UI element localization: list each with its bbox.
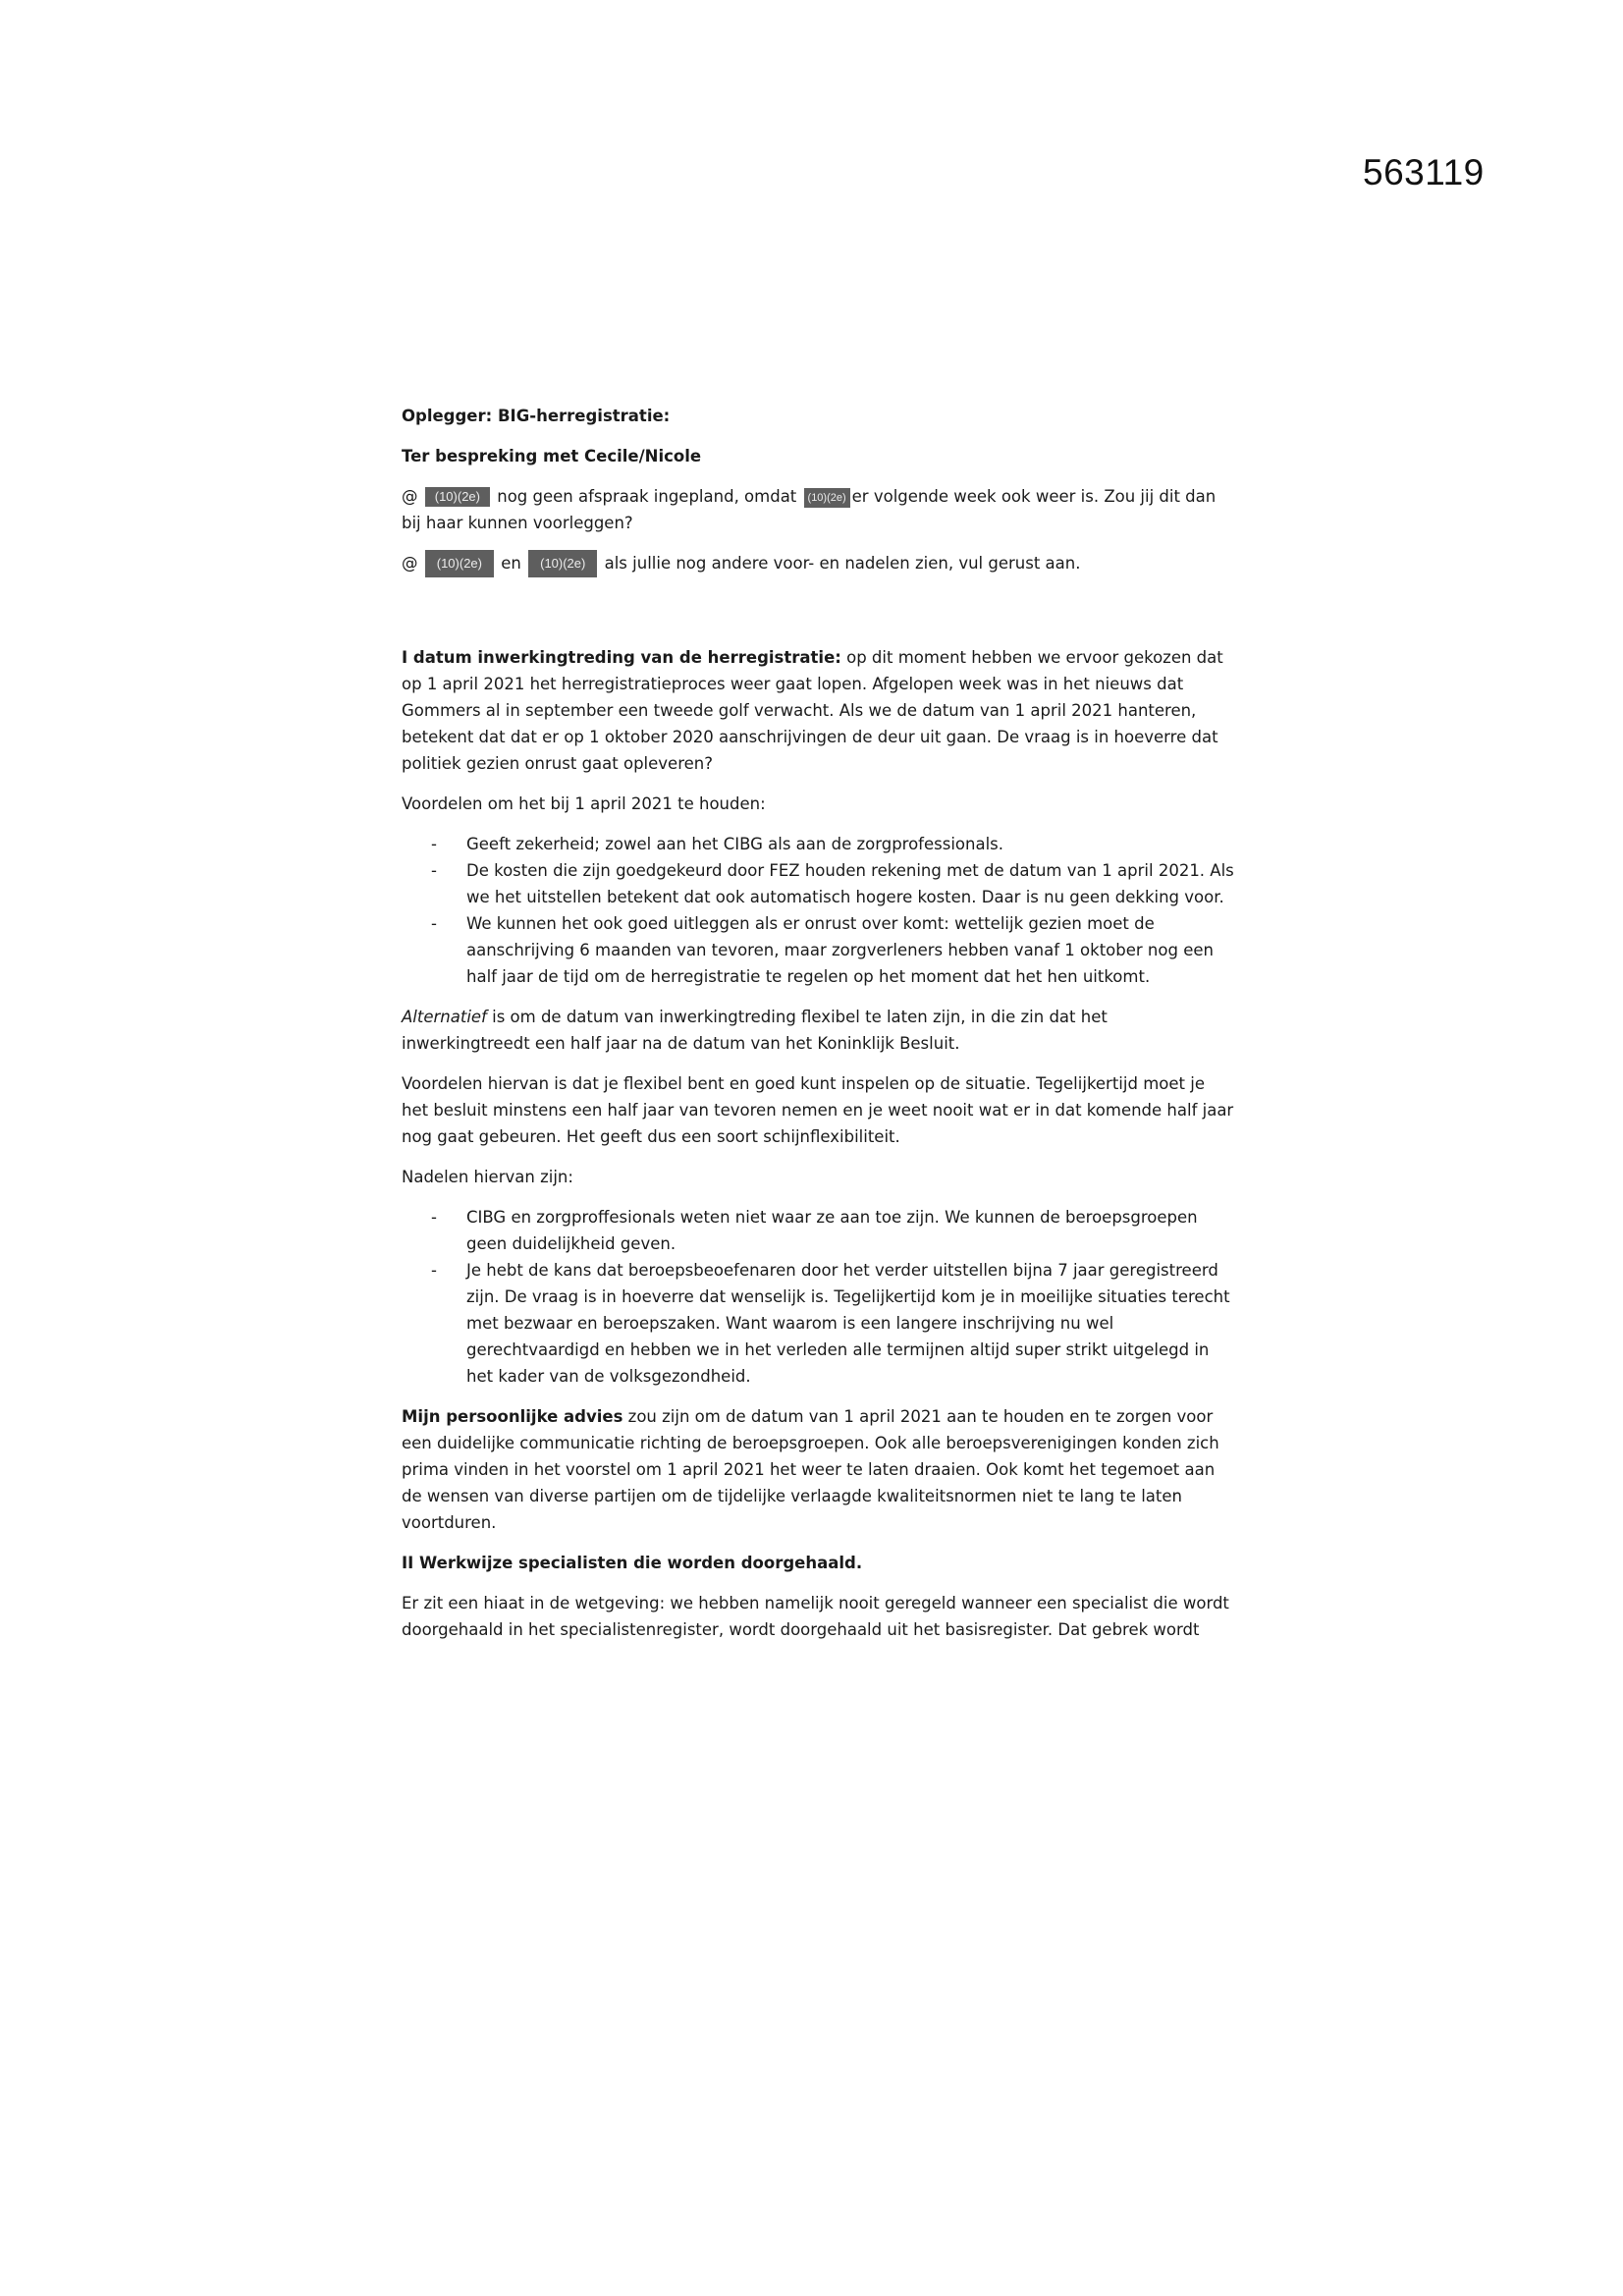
advies-text: zou zijn om de datum van 1 april 2021 aan te houden en te zorgen voor een duidelijke communicatie richting de beroepsgroepen. Ook alle beroepsverenigingen konden zich prima vinden in het voorstel om 1 april 2021 het weer te laten draaien. Ook komt het tegemoet aan de wensen van diverse partijen om de tijdelijke verlaagde kwaliteitsnormen niet te lang te laten voortduren. bbox=[402, 1407, 1219, 1532]
alternatief-label: Alternatief bbox=[402, 1008, 487, 1026]
document-title: Oplegger: BIG-herregistratie: bbox=[402, 407, 671, 425]
list-item: - We kunnen het ook goed uitleggen als er onrust over komt: wettelijk gezien moet de aanschrijving 6 maanden van tevoren, maar zorgverleners hebben vanaf 1 oktober nog een half jaar de tijd om de herregistratie te regelen op het moment dat het hen uitkomt. bbox=[466, 910, 1236, 990]
alternatief-text: is om de datum van inwerkingtreding flexibel te laten zijn, in die zin dat het inwerkingtreedt een half jaar na de datum van het Koninklijk Besluit. bbox=[402, 1008, 1108, 1053]
mention-text: als jullie nog andere voor- en nadelen zien, vul gerust aan. bbox=[604, 554, 1081, 573]
list-item: - Geeft zekerheid; zowel aan het CIBG als aan de zorgprofessionals. bbox=[466, 831, 1236, 857]
at-sign: @ bbox=[402, 487, 418, 506]
spacer bbox=[402, 591, 1236, 644]
section-1-text: op dit moment hebben we ervoor gekozen dat op 1 april 2021 het herregistratieproces weer gaat lopen. Afgelopen week was in het nieuws dat Gommers al in september een tweede golf verwacht. Als we de datum van 1 april 2021 hanteren, betekent dat dat er op 1 oktober 2020 aanschrijvingen de deur uit gaan. De vraag is in hoeverre dat politiek gezien onrust gaat opleveren? bbox=[402, 648, 1223, 773]
redaction-box: (10)(2e) bbox=[804, 488, 850, 508]
advies-paragraph bbox=[402, 1403, 1236, 1536]
section-2-text: Er zit een hiaat in de wetgeving: we hebben namelijk nooit geregeld wanneer een specialist die wordt doorgehaald in het specialistenregister, wordt doorgehaald uit het basisregister. Dat gebrek wordt bbox=[402, 1594, 1229, 1639]
redaction-box: (10)(2e) bbox=[528, 550, 597, 577]
list-item: - De kosten die zijn goedgekeurd door FEZ houden rekening met de datum van 1 april 2021. Als we het uitstellen betekent dat ook automatisch hogere kosten. Daar is nu geen dekking voor. bbox=[466, 857, 1236, 910]
nadelen-intro: Nadelen hiervan zijn: bbox=[402, 1168, 573, 1186]
section-1-paragraph bbox=[402, 644, 1236, 777]
mention-text: er volgende week ook weer is. Zou jij dit dan bij haar kunnen voorleggen? bbox=[402, 487, 1217, 532]
advies-label: Mijn persoonlijke advies bbox=[402, 1407, 623, 1426]
nadelen-list bbox=[402, 1204, 1236, 1390]
redaction-box: (10)(2e) bbox=[425, 487, 490, 507]
section-2-heading: II Werkwijze specialisten die worden doorgehaald. bbox=[402, 1554, 863, 1572]
mention-paragraph-2 bbox=[402, 550, 1236, 577]
document-body bbox=[402, 403, 1236, 1657]
document-subtitle: Ter bespreking met Cecile/Nicole bbox=[402, 447, 702, 465]
section-1-heading: I datum inwerkingtreding van de herregistratie: bbox=[402, 648, 841, 667]
voordelen-list bbox=[402, 831, 1236, 990]
at-sign: @ bbox=[402, 554, 418, 573]
voordelen-intro: Voordelen om het bij 1 april 2021 te houden: bbox=[402, 794, 766, 813]
redaction-box: (10)(2e) bbox=[425, 550, 494, 577]
alternatief-paragraph bbox=[402, 1004, 1236, 1057]
document-number: 563119 bbox=[1363, 152, 1485, 192]
voordelen-hiervan-paragraph: Voordelen hiervan is dat je flexibel bent en goed kunt inspelen op de situatie. Tegelijkertijd moet je het besluit minstens een half jaar van tevoren nemen en je weet nooit wat er in dat komende half jaar nog gaat gebeuren. Het geeft dus een soort schijnflexibiliteit. bbox=[402, 1074, 1234, 1146]
mention-paragraph-1 bbox=[402, 483, 1236, 536]
mention-text: nog geen afspraak ingepland, omdat bbox=[497, 487, 797, 506]
mention-text: en bbox=[501, 554, 521, 573]
list-item: - Je hebt de kans dat beroepsbeoefenaren door het verder uitstellen bijna 7 jaar geregistreerd zijn. De vraag is in hoeverre dat wenselijk is. Tegelijkertijd kom je in moeilijke situaties terecht met bezwaar en beroepszaken. Want waarom is een langere inschrijving nu wel gerechtvaardigd en hebben we in het verleden alle termijnen altijd super strikt uitgelegd in het kader van de volksgezondheid. bbox=[466, 1257, 1236, 1390]
list-item: - CIBG en zorgproffesionals weten niet waar ze aan toe zijn. We kunnen de beroepsgroepen geen duidelijkheid geven. bbox=[466, 1204, 1236, 1257]
